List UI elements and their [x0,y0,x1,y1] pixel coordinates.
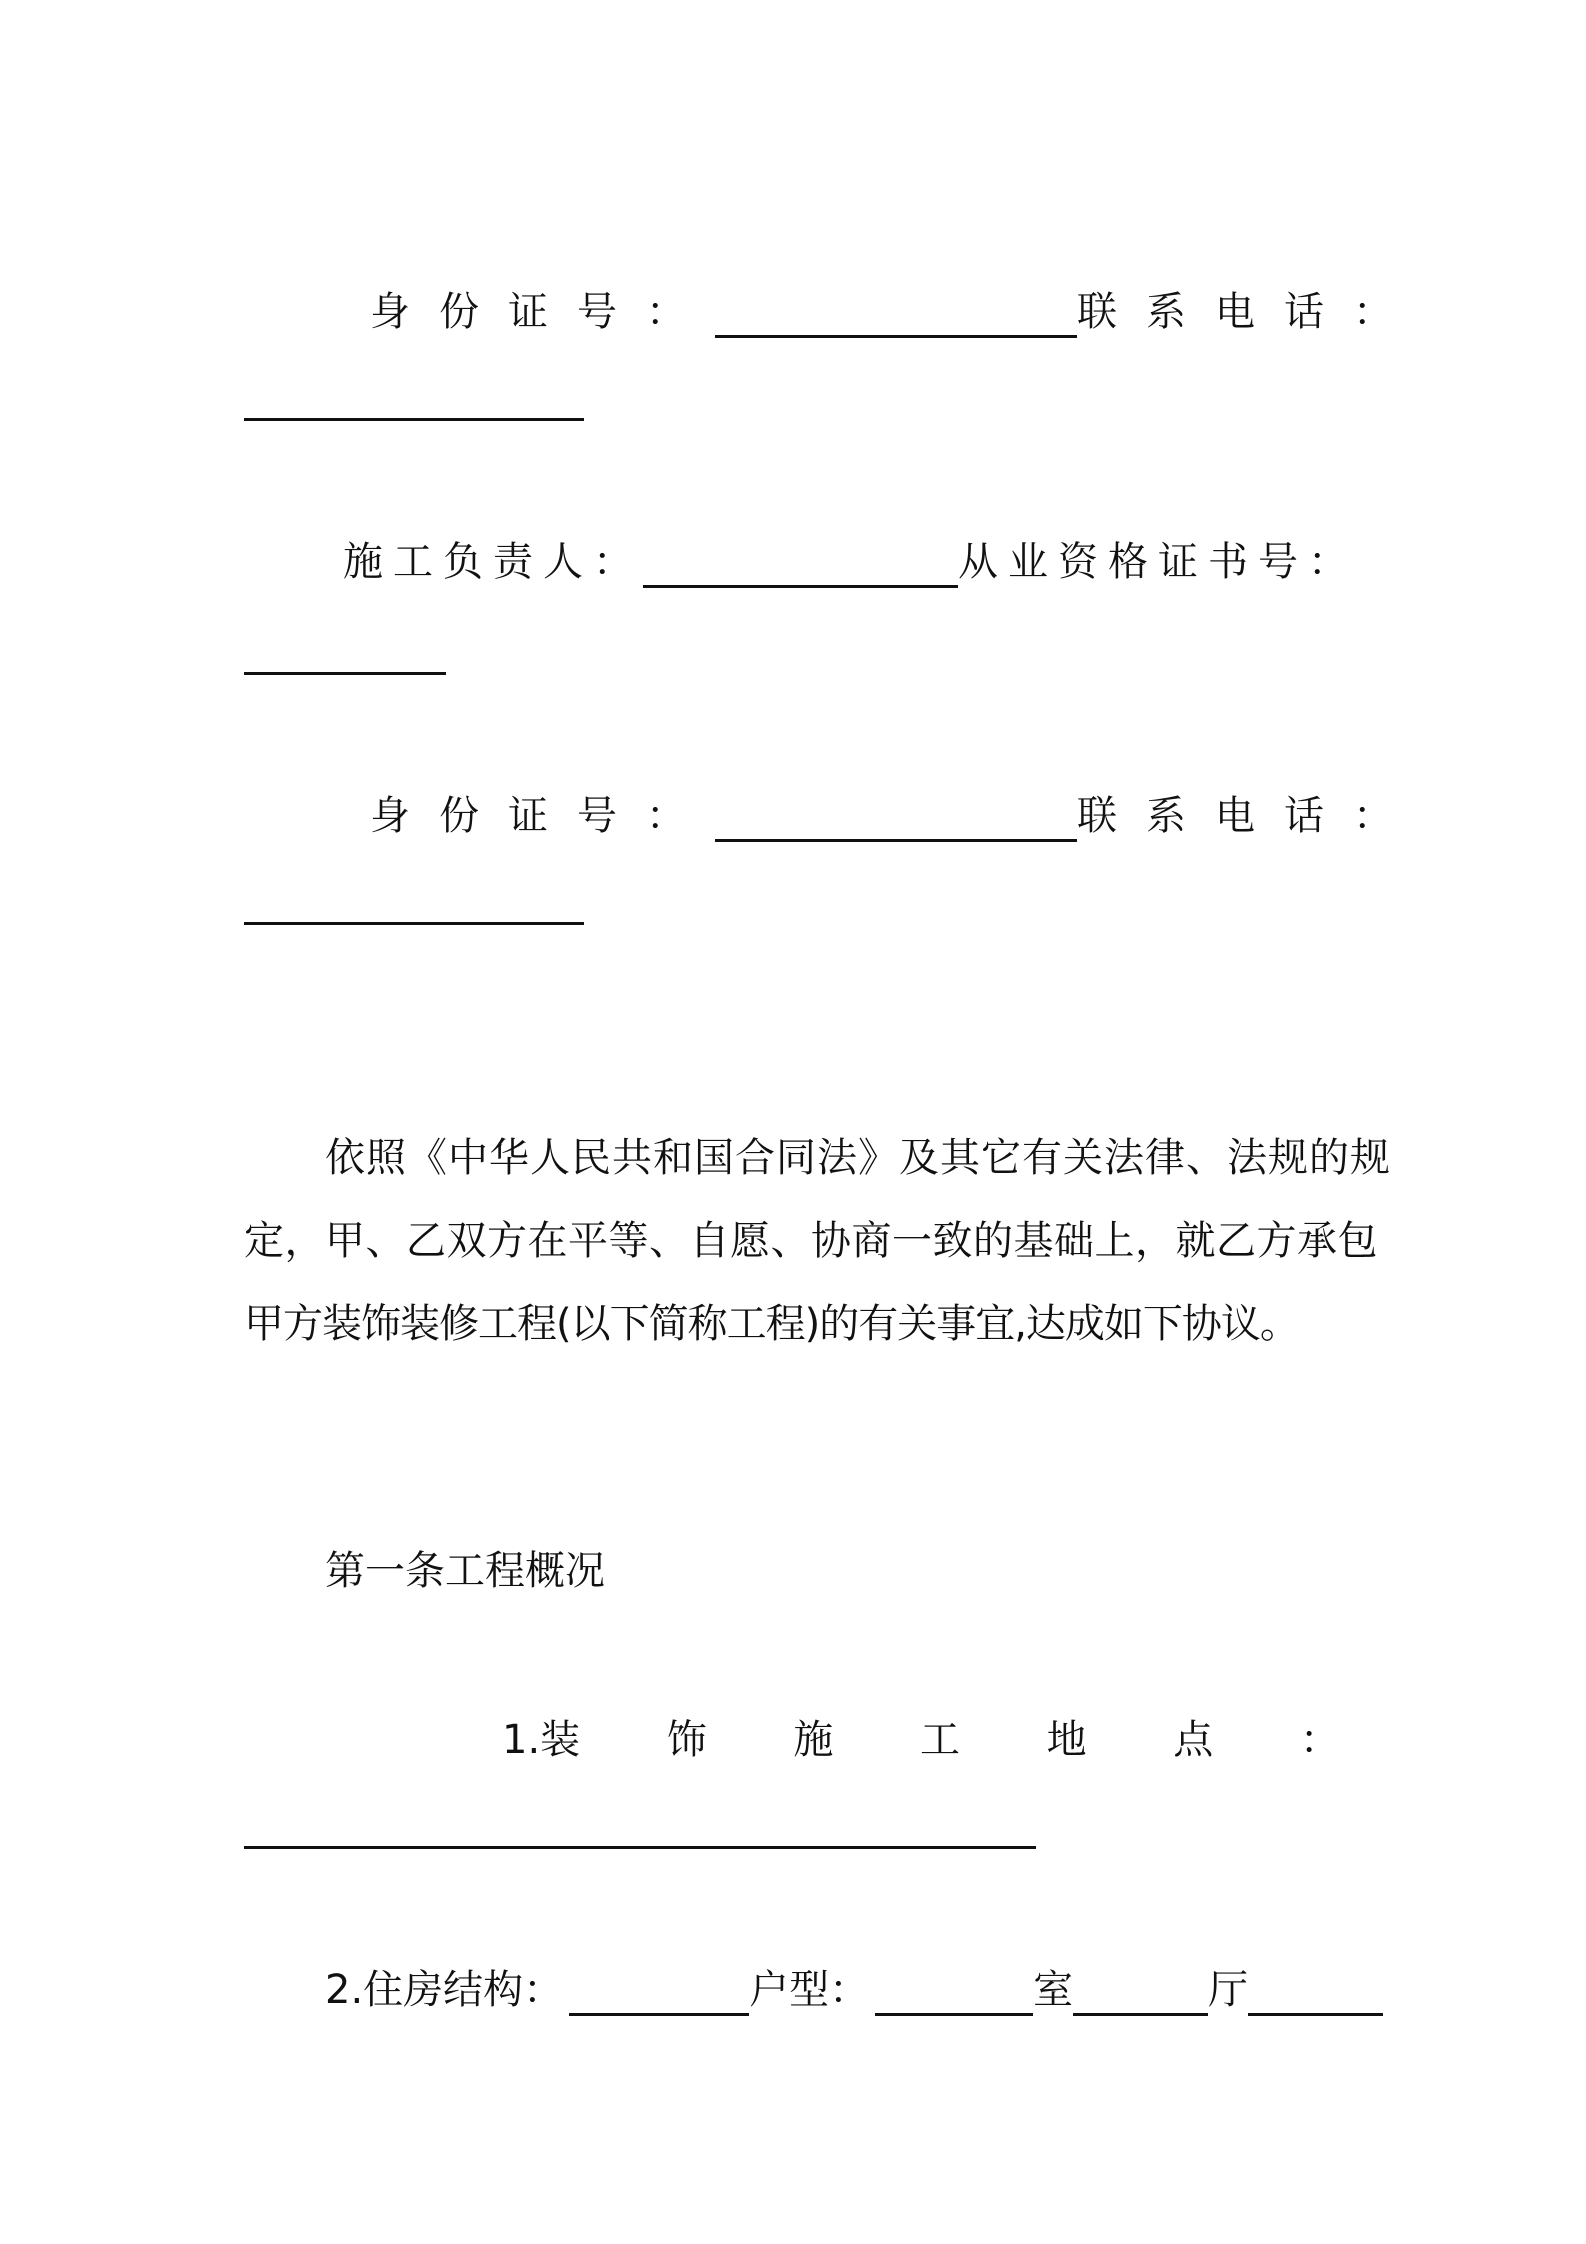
manager-name-blank[interactable] [643,585,958,588]
unit-type-blank[interactable] [875,2013,1033,2016]
manager-id-label: 身份证号： [370,793,715,839]
item-1-char-6: 点 [1173,1717,1214,1763]
contractor-phone-label: 联系电话： [1077,289,1422,335]
manager-name-label: 施工负责人： [343,539,643,585]
item-1-site-blank[interactable] [244,1846,1036,1849]
manager-name-cert-line [343,538,1358,586]
hall-count-blank[interactable] [1248,2013,1383,2016]
contractor-id-label: 身份证号： [370,289,715,335]
unit-type-label: 户型： [749,1967,870,2013]
item-1-char-2: 饰 [666,1717,707,1763]
manager-phone-label: 联系电话： [1077,793,1422,839]
manager-cert-label: 从业资格证书号： [958,539,1358,585]
preamble-line-2: 定，甲、乙双方在平等、自愿、协商一致的基础上，就乙方承包 [244,1218,1378,1264]
item-1-char-5: 地 [1046,1717,1087,1763]
item-2-prefix: 2.住房结构： [325,1967,564,2013]
item-1-char-3: 施 [793,1717,834,1763]
preamble-line-1: 依照《中华人民共和国合同法》及其它有关法律、法规的规 [325,1135,1391,1181]
contractor-id-blank[interactable] [715,335,1077,338]
manager-id-phone-line [370,792,1422,840]
item-1-colon: ： [1299,1717,1340,1763]
manager-cert-blank[interactable] [244,672,446,675]
item-1-site-line [502,1716,1340,1764]
structure-blank[interactable] [569,2013,749,2016]
room-count-blank[interactable] [1073,2013,1208,2016]
room-label: 室 [1033,1967,1074,2013]
item-1-number: 1.装 [502,1717,581,1763]
manager-id-blank[interactable] [715,839,1077,842]
contractor-id-phone-line [370,288,1422,336]
manager-phone-blank[interactable] [244,922,584,925]
contractor-phone-blank[interactable] [244,418,584,421]
item-1-char-4: 工 [920,1717,961,1763]
hall-label: 厅 [1208,1967,1249,2013]
preamble-line-3: 甲方装饰装修工程(以下简称工程)的有关事宜,达成如下协议。 [244,1301,1299,1347]
item-2-structure-line [325,1966,1383,2014]
article-1-title: 第一条工程概况 [325,1548,605,1594]
